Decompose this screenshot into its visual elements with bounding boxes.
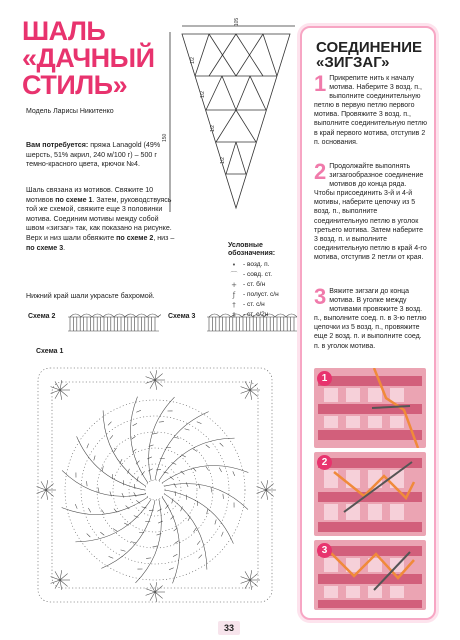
step-3 [314, 284, 428, 351]
half-label: 1/2 [220, 157, 226, 164]
stitch-mark [193, 449, 197, 452]
stitch-mark [88, 508, 90, 512]
stitch-mark [134, 484, 135, 489]
stitch-mark [148, 469, 152, 471]
round-mark [145, 480, 165, 500]
stitch-mark [131, 542, 136, 543]
stitch-mark [159, 422, 164, 423]
desc-text: Шаль связана из мотивов. Свяжите 10 мотивов [26, 186, 154, 204]
sidebar-title: СОЕДИНЕНИЕ «ЗИГЗАГ» [316, 39, 423, 71]
side-dimension: 150 [162, 133, 168, 142]
arch-mark [147, 314, 158, 317]
desc-bold: по схеме 3 [26, 243, 64, 252]
stitch-mark [197, 541, 200, 545]
stitch-mark [147, 457, 152, 459]
stitch-mark [94, 456, 95, 461]
stitch-mark [175, 491, 176, 496]
stitch-mark [124, 523, 128, 525]
desc-bold: по схеме 2 [116, 233, 154, 242]
step-number: 2 [314, 159, 327, 184]
stitch-mark [194, 528, 197, 532]
stitch-mark [175, 541, 179, 544]
stitch-mark [100, 532, 104, 535]
shawl-outline [182, 34, 290, 208]
legend-row [228, 290, 308, 300]
legend-label: - ст. с/2н [243, 311, 269, 318]
legend-label: - полуст. с/н [243, 291, 279, 298]
stitch-mark [121, 550, 126, 551]
spiral-petal [135, 499, 161, 583]
step-number: 3 [314, 284, 327, 309]
slip-stitch-icon: ⌒ [230, 271, 238, 279]
arch-mark [125, 314, 136, 317]
stitch-mark [206, 445, 210, 448]
arch-mark [136, 314, 147, 317]
step-text: Прикрепите нить к началу мотива. Наберите 3 возд. п., выполните соединительную петлю в первую петлю первого мотива. Провяжите 3 возд. п., выполните соединительную петлю в край первого мотива, отступив 2 п. основания. [314, 75, 428, 146]
stitch-mark [197, 422, 202, 424]
arch-mark [286, 314, 297, 317]
stitch-mark [87, 481, 88, 486]
round-mark [97, 432, 213, 548]
scheme-2-chart [66, 311, 161, 337]
assembly-diagram [150, 12, 310, 212]
stitch-mark [149, 510, 154, 511]
motif-outline [52, 382, 258, 588]
stitch-mark [158, 521, 163, 523]
article-title: ШАЛЬ «ДАЧНЫЙ СТИЛЬ» [22, 16, 155, 100]
arch-mark [92, 314, 103, 317]
stitch-mark [109, 556, 114, 558]
half-label: 1/2 [200, 91, 206, 98]
stitch-legend [228, 242, 308, 320]
spiral-petal [149, 397, 175, 481]
spiral-petal [130, 397, 147, 483]
top-dimension: 105 [234, 17, 240, 27]
photo-badge: 2 [317, 455, 332, 470]
round-mark [113, 448, 197, 532]
stitch-mark [108, 422, 111, 426]
desc-text: . Затем, руководствуясь той же схемой, свяжите еще 3 половинки мотива. Соединим мотивы между собой швом «зигзаг» так, как показано на рисунке. Верх и низ шали обвяжите [26, 195, 172, 242]
chain-stitch-icon: • [231, 261, 237, 269]
stitch-mark [87, 534, 91, 537]
treble-crochet-icon: ‡ [232, 311, 236, 319]
step-photo-2 [314, 452, 426, 536]
stitch-mark [221, 532, 223, 537]
stitch-mark [136, 410, 141, 412]
round-mark [65, 400, 245, 580]
spiral-petal [162, 497, 179, 583]
arch-mark [220, 314, 231, 317]
stitch-mark [169, 568, 174, 570]
scheme-2-label: Схема 2 [28, 313, 56, 320]
stitch-mark [185, 429, 190, 430]
stitch-mark [188, 516, 190, 520]
stitch-mark [101, 510, 104, 514]
arch-mark [81, 314, 92, 317]
stitch-mark [153, 546, 158, 547]
legend-label: - ст. б/н [243, 281, 266, 288]
arch-mark [242, 314, 253, 317]
legend-row [228, 280, 308, 290]
half-label: 1/2 [210, 125, 216, 132]
stitch-mark [75, 504, 77, 509]
stitch-mark [134, 492, 136, 496]
stitch-mark [223, 494, 224, 499]
stitch-mark [173, 554, 177, 556]
spiral-petal [159, 438, 235, 481]
stitch-mark [186, 482, 188, 487]
stitch-mark [233, 471, 235, 476]
stitch-mark [156, 469, 161, 470]
spiral-petal [75, 499, 151, 542]
spiral-petal [164, 494, 207, 570]
photo-badge: 3 [317, 543, 332, 558]
spiral-petal [62, 470, 146, 496]
spiral-petal [62, 497, 148, 514]
legend-label: - возд. п. [243, 261, 270, 268]
fringe-paragraph: Нижний край шали украсьте бахромой. [26, 292, 155, 300]
half-label: 1/2 [190, 57, 196, 64]
author-credit: Модель Ларисы Никитенко [26, 108, 114, 115]
stitch-mark [133, 423, 137, 425]
materials-label: Вам потребуется: [26, 141, 89, 149]
stitch-mark [215, 520, 216, 525]
legend-label: - ст. с/н [243, 301, 265, 308]
desc-text: . [63, 243, 66, 252]
desc-text: , низ – [153, 233, 175, 242]
stitch-mark [211, 488, 212, 493]
stitch-mark [110, 435, 113, 439]
step-number: 1 [314, 71, 327, 96]
arch-mark [231, 314, 242, 317]
stitch-mark [153, 433, 158, 434]
round-mark [81, 416, 229, 564]
motif-outline [38, 368, 272, 602]
single-crochet-icon: + [231, 281, 237, 289]
stitch-mark [174, 437, 179, 438]
legend-row [228, 300, 308, 310]
step-1 [314, 71, 428, 147]
stitch-mark [87, 444, 89, 449]
arch-mark [253, 314, 264, 317]
photo-badge: 1 [317, 371, 332, 386]
step-text: Вяжите зигзаги до конца мотива. В уголке между мотивами провяжите 3 возд. п., выполните соед. п. в 3-ю петлю цепочки из 5 возд. п., провяжите еще 2 возд. п. и выполните соед. п. в уголок мотива. [314, 288, 427, 350]
stitch-mark [102, 466, 103, 471]
step-photo-1 [314, 368, 426, 448]
stitch-mark [157, 509, 161, 511]
arch-mark [70, 314, 81, 317]
legend-row [228, 270, 308, 280]
legend-row [228, 260, 308, 270]
round-mark [129, 464, 181, 516]
scheme-1-label: Схема 1 [36, 348, 64, 355]
arch-mark [114, 314, 125, 317]
spiral-petal [103, 410, 146, 486]
half-double-icon: ƒ [232, 291, 236, 299]
zigzag-sidebar [300, 26, 436, 620]
stitch-mark [146, 558, 151, 559]
materials-text: пряжа Lanagold (49% шерсть, 51% акрил, 240 м/100 г) – 500 г темно-красного цвета, крючок №4. [26, 141, 161, 169]
scheme-3-label: Схема 3 [168, 313, 196, 320]
stitch-mark [220, 443, 224, 446]
stitch-mark [207, 509, 208, 514]
step-photo-3 [314, 540, 426, 610]
spiral-petal [162, 465, 248, 482]
arch-mark [103, 314, 114, 317]
double-crochet-icon: † [232, 301, 236, 309]
page-number: 33 [218, 621, 240, 635]
spiral-petal [164, 484, 248, 510]
stitch-mark [122, 493, 124, 498]
arch-mark [209, 314, 220, 317]
step-text: Продолжайте выполнять зигзагообразное соединение мотивов до конца ряда. Чтобы присоединить 3-й и 4-й мотивы, наберите цепочку из 5 возд. п., выполните соединительную петлю в уголок третьего мотива. Затем наберите 3 возд. п. и выполните соединительную петлю в край 4-го мотива, отступив 2 петли от края. [314, 163, 427, 261]
arch-mark [158, 314, 161, 317]
arch-mark [264, 314, 275, 317]
scheme-3-chart [205, 311, 300, 337]
stitch-mark [181, 455, 185, 457]
legend-title: Условные обозначения: [228, 242, 276, 257]
desc-bold: по схеме 1 [55, 195, 93, 204]
stitch-mark [174, 483, 176, 487]
stitch-mark [219, 468, 221, 472]
legend-label: - совд. ст. [243, 271, 273, 278]
step-2 [314, 159, 428, 262]
scheme-1-chart [30, 360, 300, 620]
stitch-mark [131, 436, 135, 439]
stitch-mark [199, 555, 202, 559]
stitch-mark [120, 459, 122, 463]
arch-mark [275, 314, 286, 317]
stitch-mark [98, 488, 99, 493]
